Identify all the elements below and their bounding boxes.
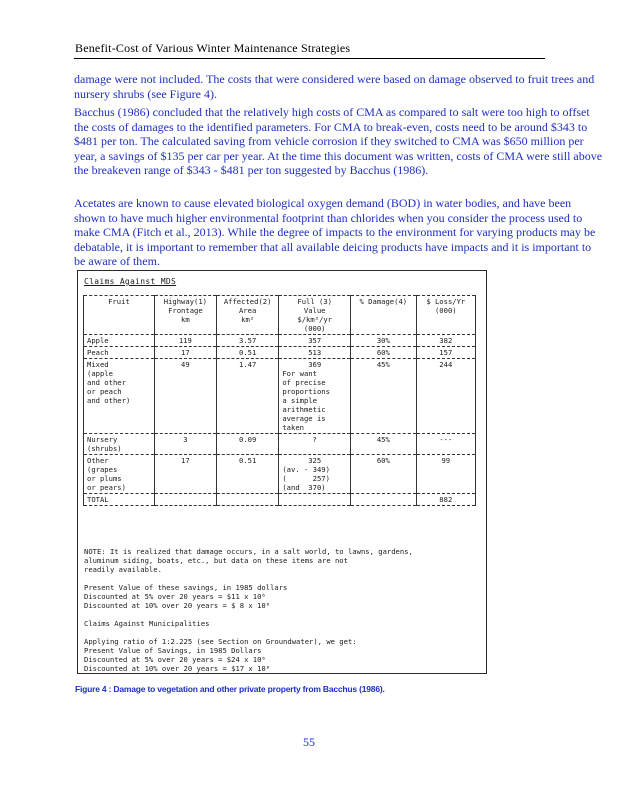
cell-frontage: 119 (154, 335, 216, 347)
cell-total-label: TOTAL (84, 494, 155, 506)
cell-frontage: 3 (154, 434, 216, 455)
cell-value: ? (279, 434, 351, 455)
cell-frontage: 17 (154, 347, 216, 359)
cell-area: 0.09 (216, 434, 278, 455)
cell-frontage: 49 (154, 359, 216, 434)
cell-value-number: 325 (308, 456, 322, 465)
cell-frontage: 17 (154, 455, 216, 494)
col-header-value: Full (3) Value $/km²/yr (000) (279, 296, 351, 335)
cell-fruit: Other (grapes or plums or pears) (84, 455, 155, 494)
col-header-fruit: Fruit (84, 296, 155, 335)
cell-fruit: Apple (84, 335, 155, 347)
cell-fruit: Nursery (shrubs) (84, 434, 155, 455)
cell-value (279, 494, 351, 506)
scan-title: Claims Against MDS (84, 277, 177, 286)
cell-value: 513 (279, 347, 351, 359)
cell-loss: 99 (416, 455, 475, 494)
cell-fruit: Mixed (apple and other or peach and other) (84, 359, 155, 434)
scanned-figure (77, 270, 487, 674)
other-note: (av. - 349) ( 257) (and 370) (282, 465, 330, 492)
cell-total-loss: 882 (416, 494, 475, 506)
table-row (84, 335, 476, 347)
table-row (84, 359, 476, 434)
cell-value (279, 359, 351, 434)
cell-loss: 244 (416, 359, 475, 434)
paragraph-1: damage were not included. The costs that were considered were based on damage observed to fruit trees and nursery shrubs (see Figure 4). (74, 72, 595, 101)
scan-notes: NOTE: It is realized that damage occurs, in a salt world, to lawns, gardens, aluminum siding, boats, etc., but data on these items are not readily available. Present Value of these savings, in 1985 dollars Discounted at 5% over 20 years = $11 x 10⁶ Discounted at 10% over 20 years = $ 8 x 10⁶ Claims Against Municipalities Applying ratio of 1:2.225 (see Section on Groundwater), we get: Present Value of Savings, in 1985 Dollars Discounted at 5% over 20 years = $24 x 10⁶ Discounted at 10% over 20 years = $17 x 10⁶ (84, 547, 413, 673)
cell-area: 3.57 (216, 335, 278, 347)
cell-damage: 30% (351, 335, 417, 347)
mixed-note: For want of precise proportions a simple arithmetic average is taken (282, 369, 330, 432)
paragraph-2: Bacchus (1986) concluded that the relatively high costs of CMA as compared to salt were too high to offset the costs of damages to the identified parameters. For CMA to break-even, costs need to be around $343 to $481 per ton. The calculated saving from vehicle corrosion if they switched to CMA was $650 million per year, a savings of $135 per car per year. At the time this document was written, costs of CMA were still above the breakeven range of $343 - $481 per ton suggested by Bacchus (1986). (74, 105, 603, 177)
cell-fruit: Peach (84, 347, 155, 359)
cell-damage: 45% (351, 359, 417, 434)
paragraph-3: Acetates are known to cause elevated biological oxygen demand (BOD) in water bodies, and have been shown to have much higher environmental footprint than chlorides when you consider the process used to make CMA (Fitch et al., 2013). While the degree of impacts to the environment for varying products may be debatable, it is important to remember that all available deicing products have impacts and it is important to be aware of them. (74, 196, 596, 268)
col-header-area: Affected(2) Area km² (216, 296, 278, 335)
cell-value (279, 455, 351, 494)
figure-caption: Figure 4 : Damage to vegetation and other private property from Bacchus (1986). (75, 684, 385, 694)
cell-value: 357 (279, 335, 351, 347)
cell-area (216, 494, 278, 506)
table-total-row (84, 494, 476, 506)
cell-damage: 60% (351, 347, 417, 359)
cell-loss: 157 (416, 347, 475, 359)
col-header-loss: $ Loss/Yr (000) (416, 296, 475, 335)
running-header: Benefit-Cost of Various Winter Maintenance Strategies (75, 41, 351, 55)
col-header-frontage: Highway(1) Frontage km (154, 296, 216, 335)
cell-damage (351, 494, 417, 506)
col-header-damage: % Damage(4) (351, 296, 417, 335)
cell-loss: --- (416, 434, 475, 455)
table-row (84, 455, 476, 494)
cell-value-number: 369 (308, 360, 322, 369)
cell-damage: 60% (351, 455, 417, 494)
page-number: 55 (303, 735, 315, 749)
cell-area: 0.51 (216, 455, 278, 494)
cell-damage: 45% (351, 434, 417, 455)
header-rule (74, 58, 545, 59)
cell-area: 0.51 (216, 347, 278, 359)
cell-loss: 382 (416, 335, 475, 347)
table-row (84, 347, 476, 359)
table-row (84, 434, 476, 455)
cell-area: 1.47 (216, 359, 278, 434)
table-header-row (84, 296, 476, 335)
claims-table (83, 295, 476, 506)
cell-frontage (154, 494, 216, 506)
